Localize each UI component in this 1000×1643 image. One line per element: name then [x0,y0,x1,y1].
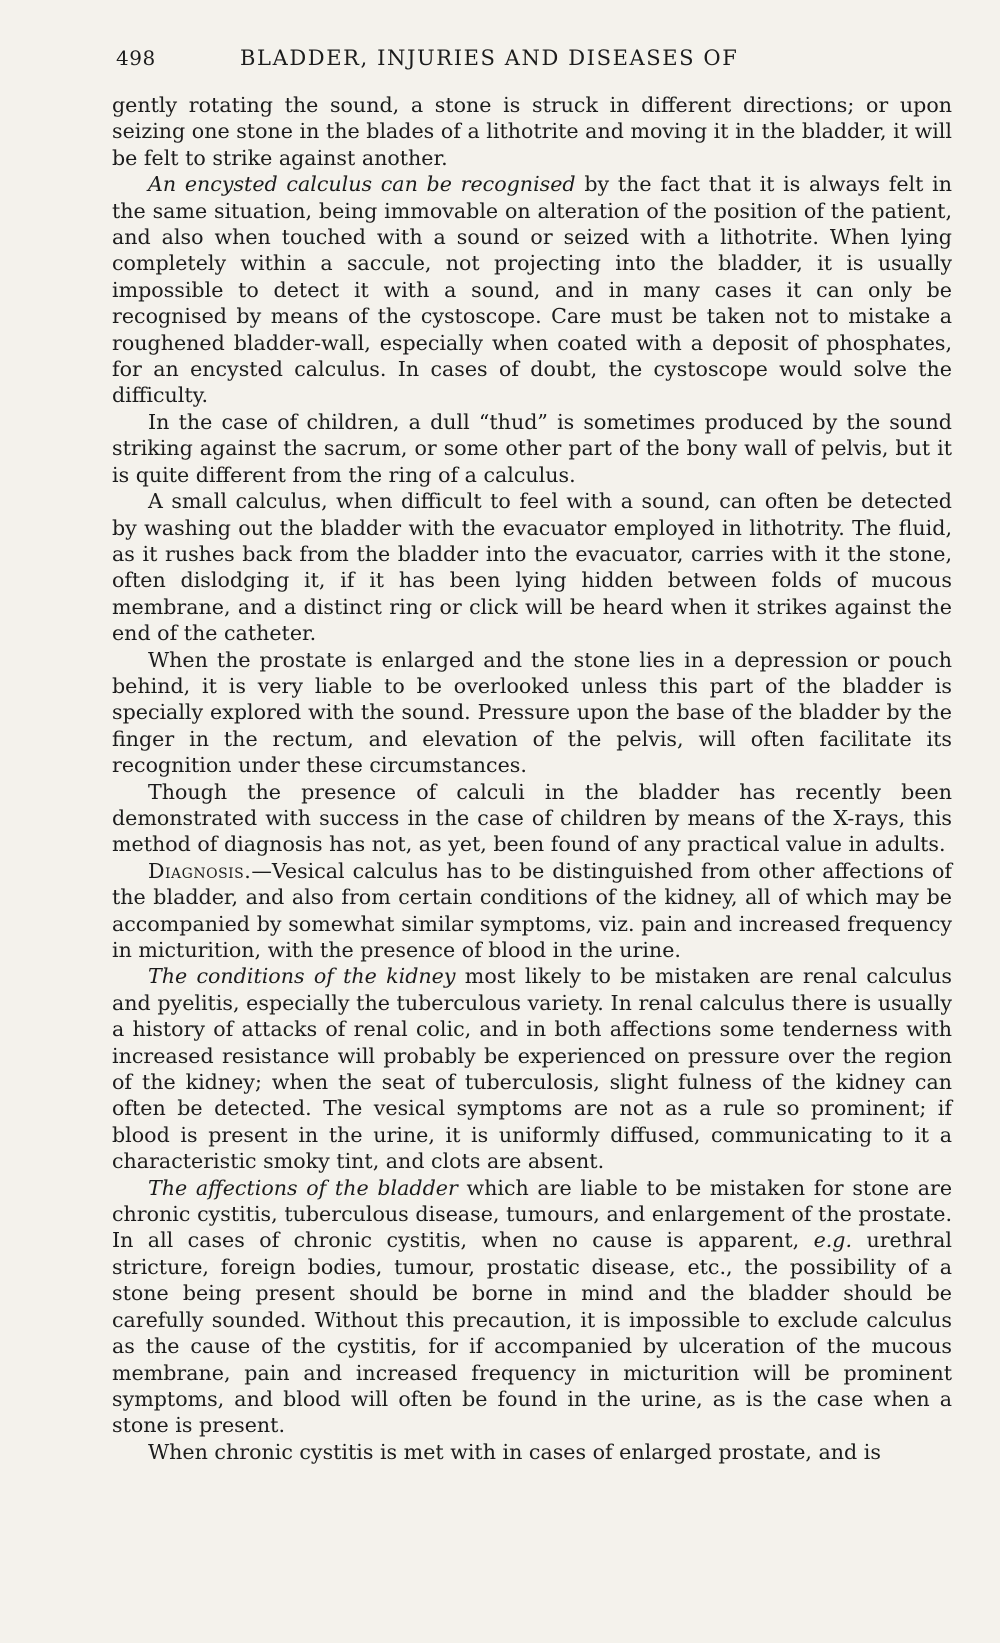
paragraph-3 [112,409,952,488]
paragraph-1 [112,92,952,171]
paragraph-4 [112,488,952,646]
paragraph-diagnosis [112,858,952,964]
running-title: BLADDER, INJURIES AND DISEASES OF [240,46,739,70]
paragraph-5 [112,647,952,779]
paragraph-text: When chronic cystitis is met with in cases of enlarged prostate, and is [148,1439,881,1464]
paragraph-6 [112,779,952,858]
paragraph-lead-italic: An encysted calculus can be recognised [148,172,576,197]
section-heading-diagnosis: Diagnosis. [148,858,252,883]
paragraph-text: A small calculus, when difficult to feel with a sound, can often be detected by washing out the bladder with the evacuator employed in lithotrity. The fluid, as it rushes back from the bladder into the evacuator, carries with it the stone, often dislodging it, if it has been lying hidden between folds of mucous membrane, and a distinct ring or click will be heard when it strikes against the end of the catheter. [112,489,952,646]
paragraph-text-continued: urethral stricture, foreign bodies, tumour, prostatic disease, etc., the possibility of a stone being present should be borne in mind and the bladder should be carefully sounded. Without this precaution, it is impossible to exclude calculus as the cause of the cystitis, for if accompanied by ulceration of the mucous membrane, pain and increased frequency in micturition will be prominent symptoms, and blood will often be found in the urine, as is the case when a stone is present. [112,1228,952,1438]
paragraph-2 [112,171,952,409]
paragraph-lead-italic: The affections of the bladder [148,1175,458,1200]
paragraph-text: which are liable to be mistaken for stone are chronic cystitis, tuberculous disease, tumours, and enlargement of the prostate. In all cases of chronic cystitis, when no cause is apparent, [112,1175,953,1253]
paragraph-text: In the case of children, a dull “thud” is sometimes produced by the sound striking against the sacrum, or some other part of the bony wall of pelvis, but it is quite different from the ring of a calculus. [112,409,952,487]
paragraph-text: most likely to be mistaken are renal calculus and pyelitis, especially the tuberculous variety. In renal calculus there is usually a history of attacks of renal colic, and in both affections some tenderness with increased resistance will probably be experienced on pressure over the region of the kidney; when the seat of tuberculosis, slight fulness of the kidney can often be detected. The vesical symptoms are not as a rule so prominent; if blood is present in the urine, it is uniformly diffused, communicating to it a characteristic smoky tint, and clots are absent. [112,964,952,1174]
paragraph-italic-abbrev: e.g. [813,1228,853,1253]
paragraph-text: Though the presence of calculi in the bladder has recently been demonstrated with success in the case of children by means of the X-rays, this method of diagnosis has not, as yet, been found of any practical value in adults. [112,779,952,857]
paragraph-text: When the prostate is enlarged and the stone lies in a depression or pouch behind, it is very liable to be overlooked unless this part of the bladder is specially explored with the sound. Pressure upon the base of the bladder by the finger in the rectum, and elevation of the pelvis, will often facilitate its recognition under these circumstances. [112,647,952,778]
page-header [112,40,952,84]
paragraph-text: by the fact that it is always felt in the same situation, being immovable on alteration of the position of the patient, and also when touched with a sound or seized with a lithotrite. When lying completely within a saccule, not projecting into the bladder, it is usually impossible to detect it with a sound, and in many cases it can only be recognised by means of the cystoscope. Care must be taken not to mistake a roughened bladder-wall, especially when coated with a deposit of phosphates, for an encysted calculus. In cases of doubt, the cystoscope would solve the difficulty. [112,172,952,408]
paragraph-kidney [112,963,952,1174]
body-text [112,92,952,1465]
page-number: 498 [116,46,156,70]
paragraph-text: gently rotating the sound, a stone is struck in different directions; or upon seizing one stone in the blades of a lithotrite and moving it in the bladder, it will be felt to strike against another. [112,93,952,170]
paragraph-text: —Vesical calculus has to be distinguished from other affections of the bladder, and also from certain conditions of the kidney, all of which may be accompanied by somewhat similar symptoms, viz. pain and increased frequency in micturition, with the presence of blood in the urine. [112,858,952,962]
paragraph-bladder [112,1175,952,1439]
paragraph-lead-italic: The conditions of the kidney [148,964,456,989]
paragraph-last [112,1439,952,1465]
